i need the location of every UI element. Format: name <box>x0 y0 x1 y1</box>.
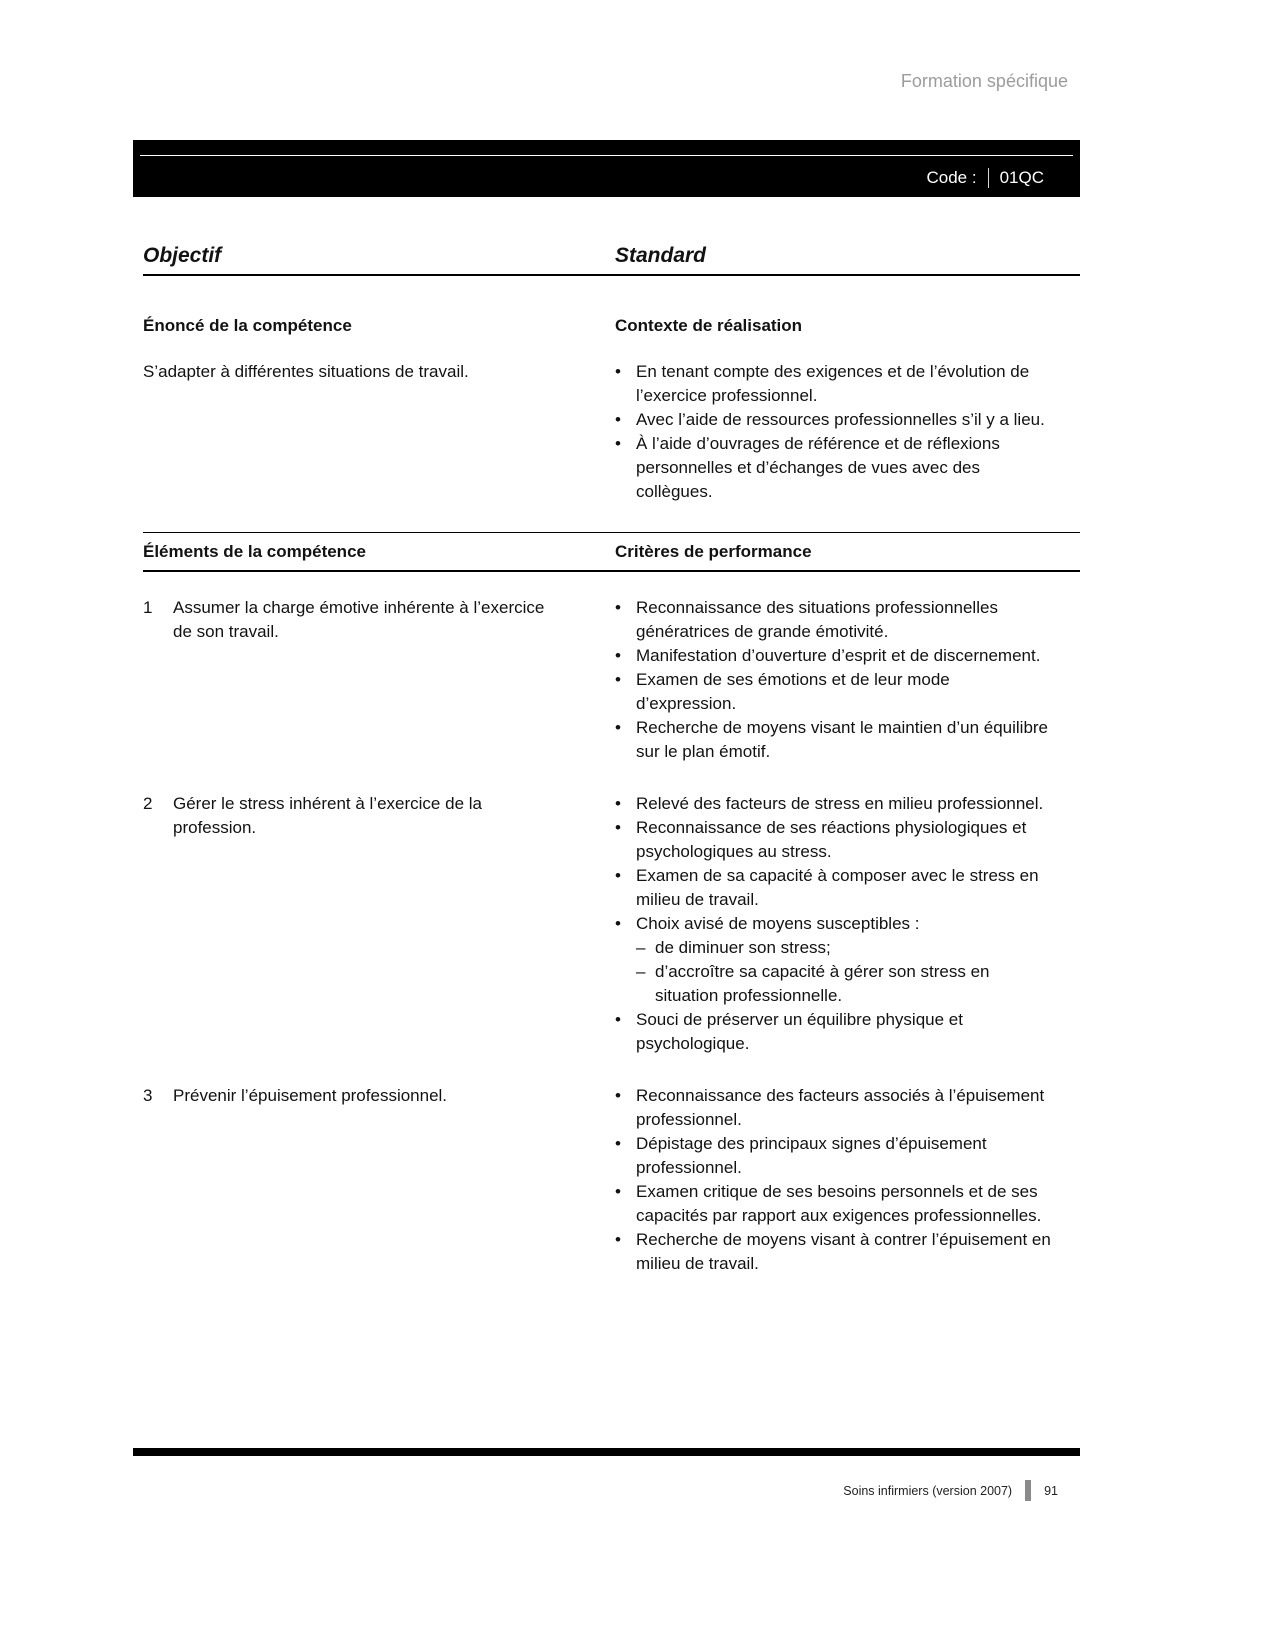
bullet-item <box>615 816 1080 864</box>
standard-heading: Standard <box>615 244 707 267</box>
bullet-text: Recherche de moyens visant le maintien d’un équilibre sur le plan émotif. <box>636 718 1049 761</box>
sub-item <box>636 936 1051 960</box>
bullet-marker: • <box>615 434 621 453</box>
element-item-label <box>143 792 615 1056</box>
competence-section <box>143 314 1080 504</box>
bullet-marker: • <box>615 362 621 381</box>
code-separator <box>988 168 989 188</box>
bullet-marker: • <box>615 1010 621 1029</box>
bullet-item <box>615 596 1080 644</box>
item-text: Prévenir l’épuisement professionnel. <box>173 1086 448 1105</box>
item-criteria <box>615 792 1080 1056</box>
bullet-marker: • <box>615 1182 621 1201</box>
element-item-label <box>143 596 615 764</box>
bullet-text: Reconnaissance des facteurs associés à l’épuisement professionnel. <box>636 1086 1045 1129</box>
bullet-marker: • <box>615 718 621 737</box>
bullet-marker: • <box>615 866 621 885</box>
bullet-text: Relevé des facteurs de stress en milieu professionnel. <box>636 794 1044 813</box>
elements-heading: Éléments de la compétence <box>143 542 366 561</box>
element-item-label <box>143 1084 615 1276</box>
footer-page-number: 91 <box>1044 1483 1058 1498</box>
bullet-text-main: Choix avisé de moyens susceptibles : <box>636 914 920 933</box>
bullet-item <box>615 360 1080 408</box>
bullet-text: Examen critique de ses besoins personnels et de ses capacités par rapport aux exigences professionnelles. <box>636 1182 1042 1225</box>
enonce-heading: Énoncé de la compétence <box>143 316 352 335</box>
bullet-marker: • <box>615 598 621 617</box>
item-text: Gérer le stress inhérent à l’exercice de la profession. <box>173 794 482 837</box>
objectif-heading: Objectif <box>143 244 222 267</box>
bullet-item <box>615 668 1080 716</box>
bullet-marker: • <box>615 670 621 689</box>
element-item <box>143 792 1080 1056</box>
bullet-marker: • <box>615 1086 621 1105</box>
footer <box>843 1480 1058 1501</box>
sub-item-text: de diminuer son stress; <box>655 938 831 957</box>
dash-marker: – <box>636 938 646 957</box>
item-number: 1 <box>143 598 153 617</box>
bullet-marker: • <box>615 1230 621 1249</box>
item-criteria <box>615 1084 1080 1276</box>
bullet-text: À l’aide d’ouvrages de référence et de réflexions personnelles et d’échanges de vues avec des collègues. <box>636 434 1000 501</box>
bullet-text: Examen de ses émotions et de leur mode d’expression. <box>636 670 950 713</box>
contexte-heading: Contexte de réalisation <box>615 316 803 335</box>
bullet-text: Manifestation d’ouverture d’esprit et de discernement. <box>636 646 1041 665</box>
enonce-cell <box>143 314 615 504</box>
bullet-text: Souci de préserver un équilibre physique et psychologique. <box>636 1010 963 1053</box>
bullet-item <box>615 1008 1080 1056</box>
bullet-item <box>615 1084 1080 1132</box>
code-field <box>926 168 1044 188</box>
bullet-item <box>615 1132 1080 1180</box>
bullet-text <box>636 912 1080 1008</box>
bullet-marker: • <box>615 410 621 429</box>
element-item <box>143 1084 1080 1276</box>
contexte-cell <box>615 314 1080 504</box>
footer-divider <box>1025 1480 1031 1501</box>
bullet-marker: • <box>615 914 621 933</box>
bullet-text: Dépistage des principaux signes d’épuisement professionnel. <box>636 1134 987 1177</box>
bullet-item <box>615 408 1080 432</box>
column-headers <box>143 245 1080 276</box>
bullet-text: En tenant compte des exigences et de l’évolution de l’exercice professionnel. <box>636 362 1030 405</box>
bullet-text: Reconnaissance de ses réactions physiologiques et psychologiques au stress. <box>636 818 1027 861</box>
item-criteria <box>615 596 1080 764</box>
bullet-item <box>615 716 1080 764</box>
contexte-bullets <box>615 360 1080 504</box>
bullet-item <box>615 912 1080 1008</box>
bullet-marker: • <box>615 1134 621 1153</box>
item-number: 3 <box>143 1086 153 1105</box>
bullet-item <box>615 644 1080 668</box>
enonce-text: S’adapter à différentes situations de travail. <box>143 362 469 381</box>
criteres-heading: Critères de performance <box>615 542 812 561</box>
elements-header-row <box>143 532 1080 572</box>
code-bar <box>133 140 1080 197</box>
bullet-marker: • <box>615 794 621 813</box>
code-label: Code : <box>926 168 977 187</box>
bullet-marker: • <box>615 818 621 837</box>
bullet-marker: • <box>615 646 621 665</box>
bullet-text: Examen de sa capacité à composer avec le stress en milieu de travail. <box>636 866 1039 909</box>
page-header-label: Formation spécifique <box>900 71 1068 91</box>
dash-marker: – <box>636 962 646 981</box>
element-item <box>143 596 1080 764</box>
bullet-item <box>615 432 1080 504</box>
document-body <box>143 245 1080 1304</box>
sub-item <box>636 960 1051 1008</box>
bullet-text: Avec l’aide de ressources professionnelles s’il y a lieu. <box>636 410 1045 429</box>
bullet-item <box>615 1180 1080 1228</box>
bullet-text: Recherche de moyens visant à contrer l’épuisement en milieu de travail. <box>636 1230 1051 1273</box>
code-value: 01QC <box>999 168 1044 187</box>
item-text: Assumer la charge émotive inhérente à l’exercice de son travail. <box>173 598 545 641</box>
footer-rule <box>133 1448 1080 1456</box>
bullet-item <box>615 864 1080 912</box>
sub-item-text: d’accroître sa capacité à gérer son stress en situation professionnelle. <box>655 962 990 1005</box>
footer-text: Soins infirmiers (version 2007) <box>843 1483 1013 1498</box>
code-bar-rule <box>140 155 1073 156</box>
bullet-text: Reconnaissance des situations professionnelles génératrices de grande émotivité. <box>636 598 998 641</box>
item-number: 2 <box>143 794 153 813</box>
bullet-item <box>615 1228 1080 1276</box>
bullet-item <box>615 792 1080 816</box>
